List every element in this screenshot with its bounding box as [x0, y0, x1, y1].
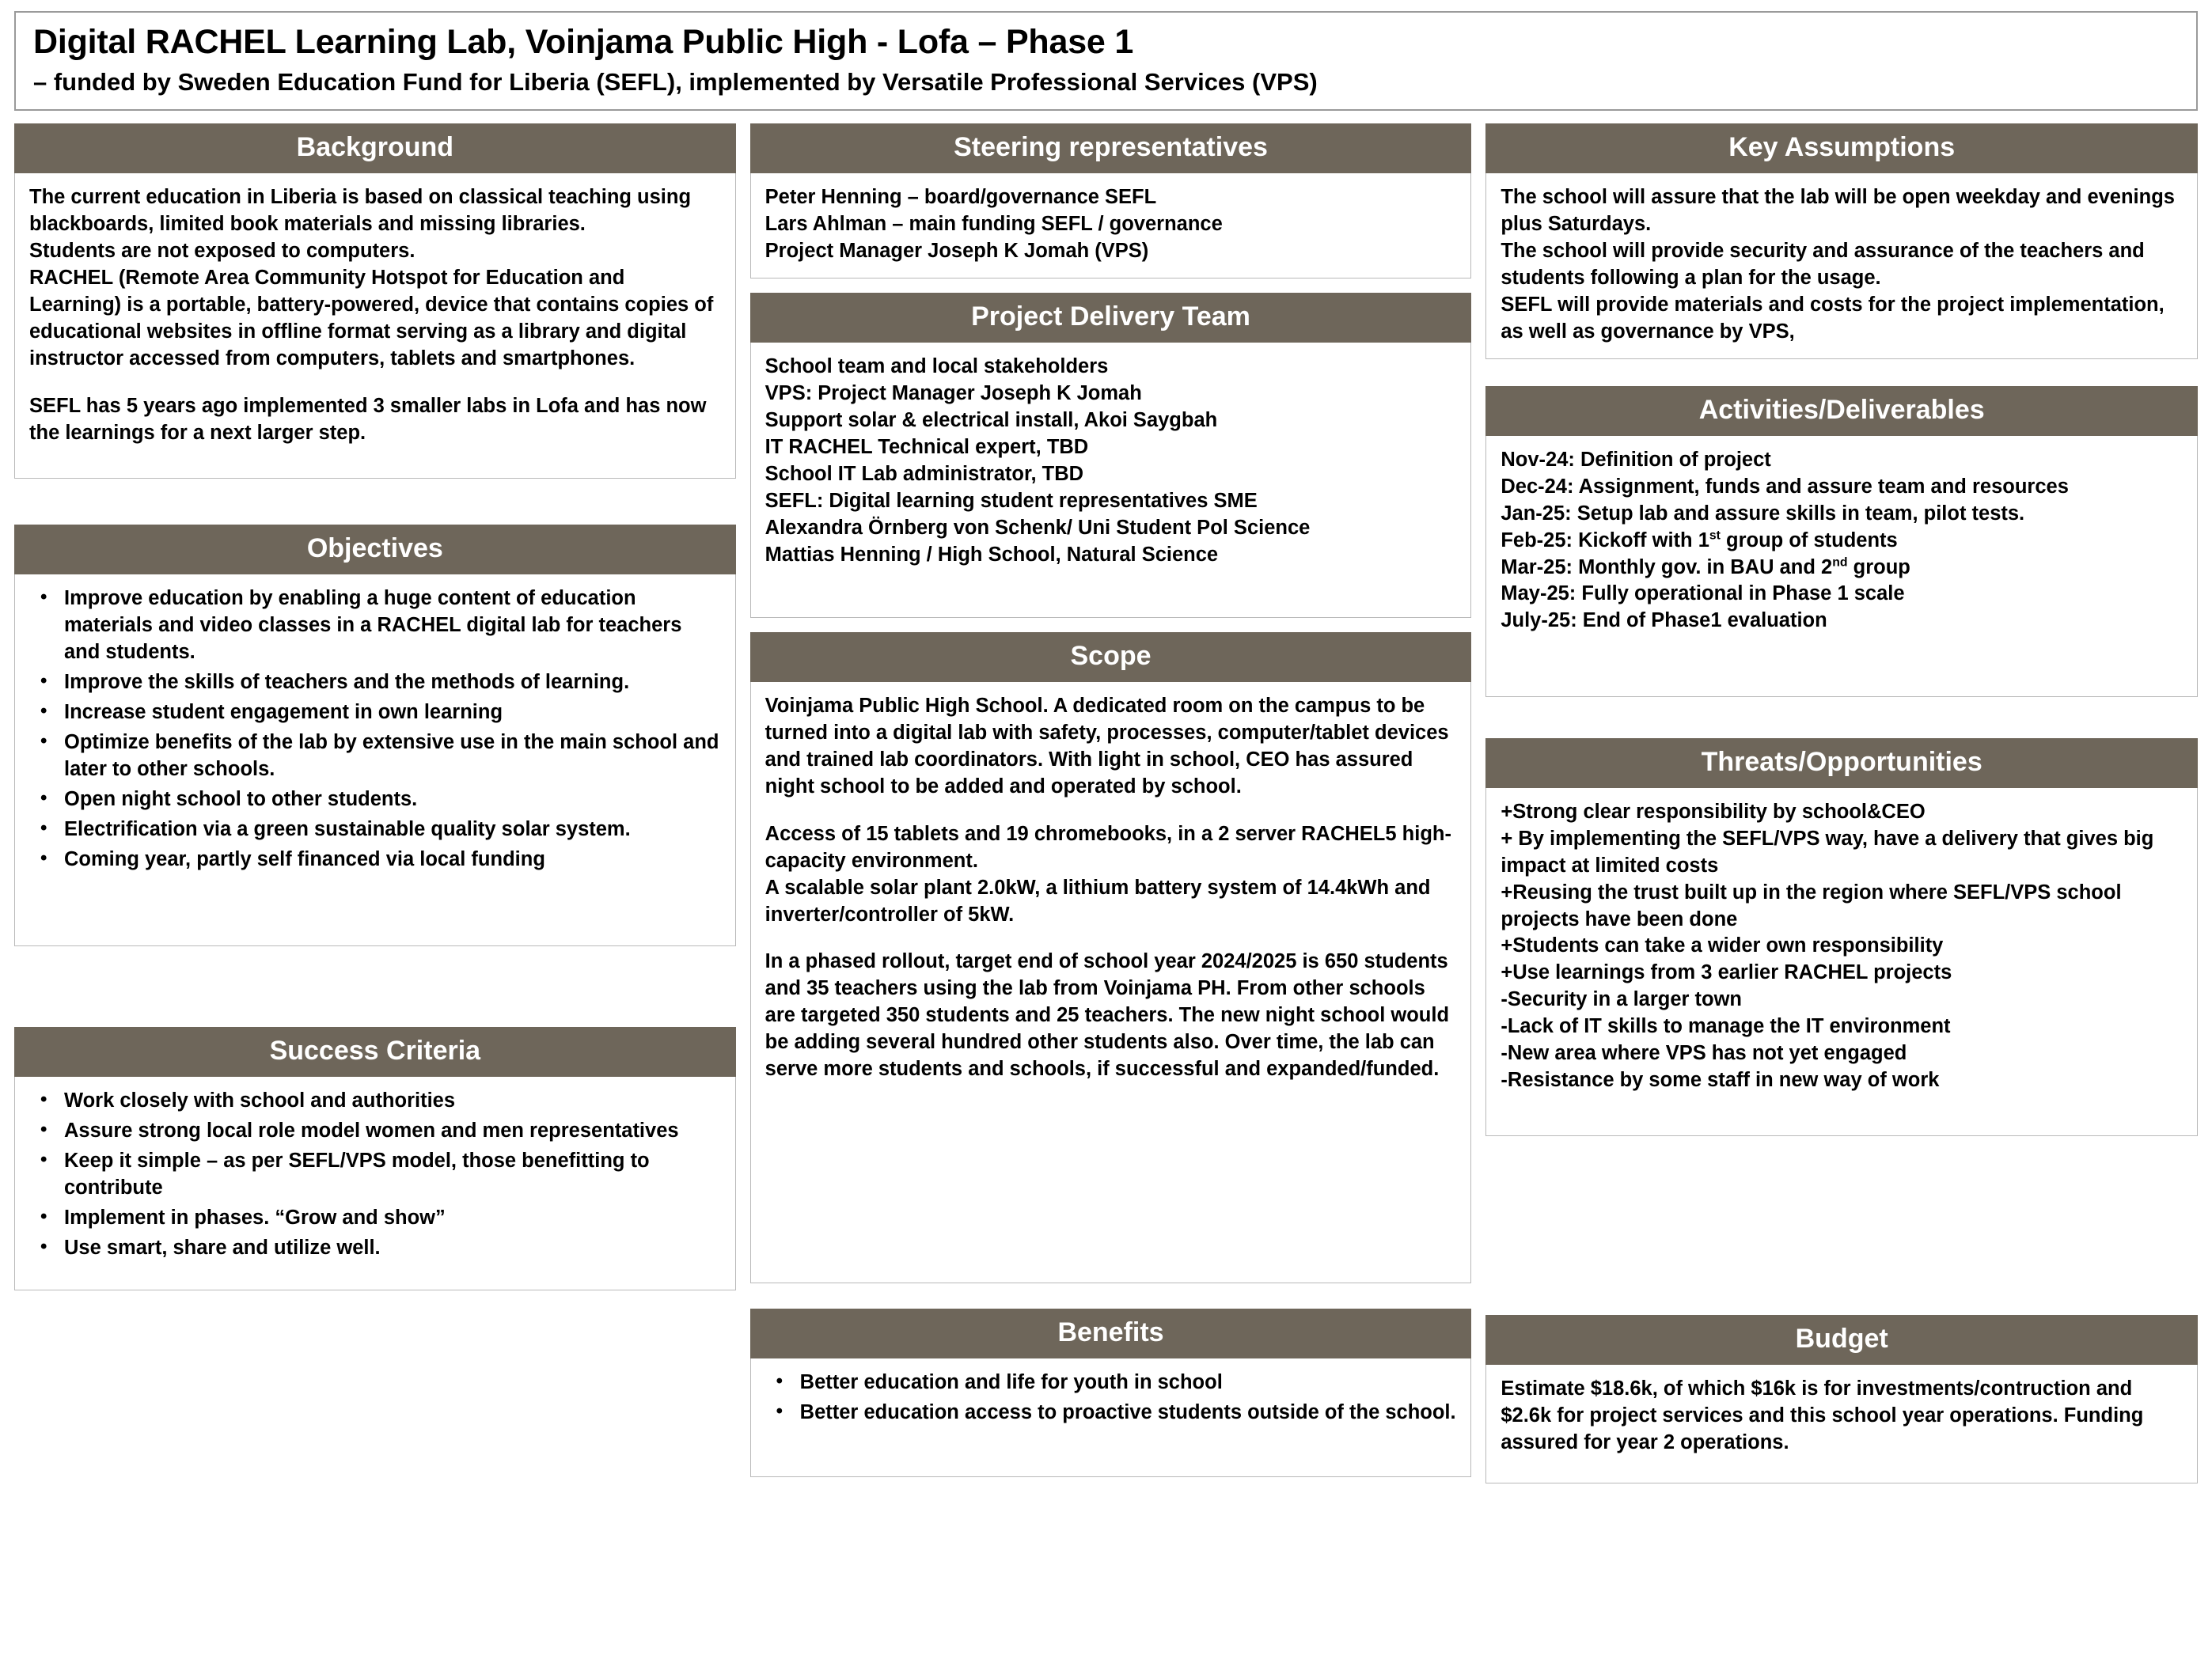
card-threats-opportunities: [1485, 738, 2198, 1136]
assumption-line: The school will provide security and assurance of the teachers and students following a plan for the usage.: [1501, 240, 2145, 290]
activity-sup: st: [1709, 529, 1721, 543]
spacer: [765, 928, 1457, 949]
activity-text: Dec-24: Assignment, funds and assure team and resources: [1501, 475, 2069, 498]
activity-line: [1501, 528, 2183, 555]
activity-sup: nd: [1832, 555, 1848, 570]
spacer: [765, 801, 1457, 821]
delivery-line: VPS: Project Manager Joseph K Jomah: [765, 382, 1142, 405]
card-body-key-assumptions: [1485, 173, 2198, 358]
card-scope: [750, 632, 1472, 1283]
card-body-success-criteria: [14, 1077, 736, 1290]
benefits-list: [765, 1370, 1457, 1427]
activity-line: [1501, 501, 2183, 528]
card-header-activities: Activities/Deliverables: [1485, 386, 2198, 436]
threat-line: -Resistance by some staff in new way of work: [1501, 1068, 1940, 1091]
delivery-line: Support solar & electrical install, Akoi Saygbah: [765, 409, 1218, 432]
card-body-delivery-team: [750, 343, 1472, 618]
list-item: • Electrification via a green sustainable quality solar system.: [29, 817, 721, 843]
list-item: • Increase student engagement in own learning: [29, 699, 721, 726]
list-item: • Optimize benefits of the lab by extensive use in the main school and later to other schools.: [29, 729, 721, 783]
column-middle: [750, 123, 1472, 1491]
activity-text: Feb-25: Kickoff with 1: [1501, 529, 1709, 551]
spacer: [29, 373, 721, 393]
card-project-delivery-team: [750, 293, 1472, 618]
activity-line: [1501, 555, 2183, 582]
scope-para-3: A scalable solar plant 2.0kW, a lithium battery system of 14.4kWh and inverter/controller of 5kW.: [765, 876, 1431, 926]
card-header-steering: Steering representatives: [750, 123, 1472, 173]
steering-line: Project Manager Joseph K Jomah (VPS): [765, 240, 1149, 263]
card-body-scope: [750, 682, 1472, 1283]
activity-text: May-25: Fully operational in Phase 1 scale: [1501, 582, 1905, 605]
threat-line: -New area where VPS has not yet engaged: [1501, 1042, 1907, 1065]
activity-line: [1501, 447, 2183, 474]
card-objectives: [14, 525, 736, 946]
threat-line: +Use learnings from 3 earlier RACHEL projects: [1501, 961, 1952, 984]
threat-line: +Reusing the trust built up in the region where SEFL/VPS school projects have been done: [1501, 881, 2122, 930]
card-body-background: [14, 173, 736, 479]
list-item: • Coming year, partly self financed via local funding: [29, 847, 721, 873]
card-activities-deliverables: [1485, 386, 2198, 697]
page-title-main: Digital RACHEL Learning Lab, Voinjama Public High - Lofa – Phase 1: [33, 23, 1134, 61]
activity-text: Mar-25: Monthly gov. in BAU and 2: [1501, 555, 1833, 578]
threat-line: +Students can take a wider own responsibility: [1501, 934, 1944, 957]
activity-text: July-25: End of Phase1 evaluation: [1501, 609, 1827, 632]
card-header-delivery-team: Project Delivery Team: [750, 293, 1472, 343]
column-right: [1485, 123, 2198, 1497]
list-item: • Improve the skills of teachers and the methods of learning.: [29, 669, 721, 696]
steering-line: Peter Henning – board/governance SEFL: [765, 186, 1157, 209]
threat-line: -Lack of IT skills to manage the IT environment: [1501, 1015, 1951, 1038]
background-para-2: Students are not exposed to computers.: [29, 240, 415, 263]
card-body-steering: [750, 173, 1472, 278]
card-body-benefits: [750, 1358, 1472, 1477]
activity-text-post: group of students: [1720, 529, 1898, 551]
list-item: • Use smart, share and utilize well.: [29, 1235, 721, 1262]
delivery-line: SEFL: Digital learning student representatives SME: [765, 489, 1258, 512]
card-header-objectives: Objectives: [14, 525, 736, 574]
card-body-budget: [1485, 1365, 2198, 1483]
assumption-line: SEFL will provide materials and costs for the project implementation, as well as governance by VPS,: [1501, 294, 2165, 343]
card-success-criteria: [14, 1027, 736, 1290]
list-item: • Better education and life for youth in school: [765, 1370, 1457, 1396]
scope-para-1: Voinjama Public High School. A dedicated room on the campus to be turned into a digital lab with safety, processes, computer/tablet devices and trained lab coordinators. With light in school, CEO has assured night school to be added and operated by school.: [765, 695, 1449, 798]
success-criteria-list: [29, 1088, 721, 1261]
list-item: • Assure strong local role model women and men representatives: [29, 1118, 721, 1145]
list-item: • Better education access to proactive students outside of the school.: [765, 1400, 1457, 1427]
list-item: • Improve education by enabling a huge content of education materials and video classes in a RACHEL digital lab for teachers and students.: [29, 585, 721, 666]
activity-line: [1501, 581, 2183, 608]
assumption-line: The school will assure that the lab will be open weekday and evenings plus Saturdays.: [1501, 186, 2175, 236]
objectives-list: [29, 585, 721, 873]
column-left: [14, 123, 736, 1305]
scope-para-2: Access of 15 tablets and 19 chromebooks, in a 2 server RACHEL5 high-capacity environment.: [765, 822, 1451, 872]
delivery-line: Alexandra Örnberg von Schenk/ Uni Student Pol Science: [765, 516, 1311, 539]
activity-text: Nov-24: Definition of project: [1501, 448, 1771, 471]
card-steering-representatives: [750, 123, 1472, 278]
card-budget: [1485, 1315, 2198, 1483]
activity-line: [1501, 608, 2183, 635]
card-body-threats: [1485, 788, 2198, 1136]
card-header-key-assumptions: Key Assumptions: [1485, 123, 2198, 173]
threat-line: -Security in a larger town: [1501, 988, 1742, 1011]
budget-text: Estimate $18.6k, of which $16k is for investments/contruction and $2.6k for project services and this school year operations. Funding assured for year 2 operations.: [1501, 1377, 2144, 1453]
card-header-background: Background: [14, 123, 736, 173]
activity-text-post: group: [1847, 555, 1910, 578]
card-header-success-criteria: Success Criteria: [14, 1027, 736, 1077]
columns-container: [14, 123, 2198, 1497]
scope-para-4: In a phased rollout, target end of school year 2024/2025 is 650 students and 35 teachers using the lab from Voinjama PH. From other schools are targeted 350 students and 25 teachers. The new night school would be adding several hundred other students also. Over time, the lab can serve more students and schools, if successful and expanded/funded.: [765, 950, 1450, 1081]
delivery-line: School team and local stakeholders: [765, 355, 1109, 378]
list-item: • Open night school to other students.: [29, 786, 721, 813]
list-item: • Work closely with school and authorities: [29, 1088, 721, 1115]
card-background: [14, 123, 736, 479]
threat-line: + By implementing the SEFL/VPS way, have a delivery that gives big impact at limited costs: [1501, 827, 2154, 877]
delivery-line: Mattias Henning / High School, Natural Science: [765, 543, 1219, 566]
activity-line: [1501, 474, 2183, 501]
background-para-1: The current education in Liberia is based on classical teaching using blackboards, limited book materials and missing libraries.: [29, 186, 692, 236]
card-header-benefits: Benefits: [750, 1309, 1472, 1358]
list-item: • Keep it simple – as per SEFL/VPS model, those benefitting to contribute: [29, 1148, 721, 1202]
page-title: [14, 11, 2198, 111]
card-benefits: [750, 1309, 1472, 1477]
background-para-3: RACHEL (Remote Area Community Hotspot for Education and Learning) is a portable, battery-powered, device that contains copies of educational websites in offline format serving as a library and digital instructor accessed from computers, tablets and smartphones.: [29, 267, 714, 369]
list-item: • Implement in phases. “Grow and show”: [29, 1205, 721, 1232]
activity-text: Jan-25: Setup lab and assure skills in team, pilot tests.: [1501, 502, 2025, 525]
delivery-line: School IT Lab administrator, TBD: [765, 462, 1084, 485]
background-para-4: SEFL has 5 years ago implemented 3 smaller labs in Lofa and has now the learnings for a next larger step.: [29, 394, 707, 444]
page-title-sub: – funded by Sweden Education Fund for Liberia (SEFL), implemented by Versatile Professional Services (VPS): [33, 68, 1318, 97]
card-header-scope: Scope: [750, 632, 1472, 682]
threat-line: +Strong clear responsibility by school&CEO: [1501, 800, 1926, 823]
delivery-line: IT RACHEL Technical expert, TBD: [765, 435, 1089, 458]
card-body-objectives: [14, 574, 736, 946]
steering-line: Lars Ahlman – main funding SEFL / governance: [765, 213, 1223, 236]
card-key-assumptions: [1485, 123, 2198, 358]
card-header-threats: Threats/Opportunities: [1485, 738, 2198, 788]
card-header-budget: Budget: [1485, 1315, 2198, 1365]
card-body-activities: [1485, 436, 2198, 697]
